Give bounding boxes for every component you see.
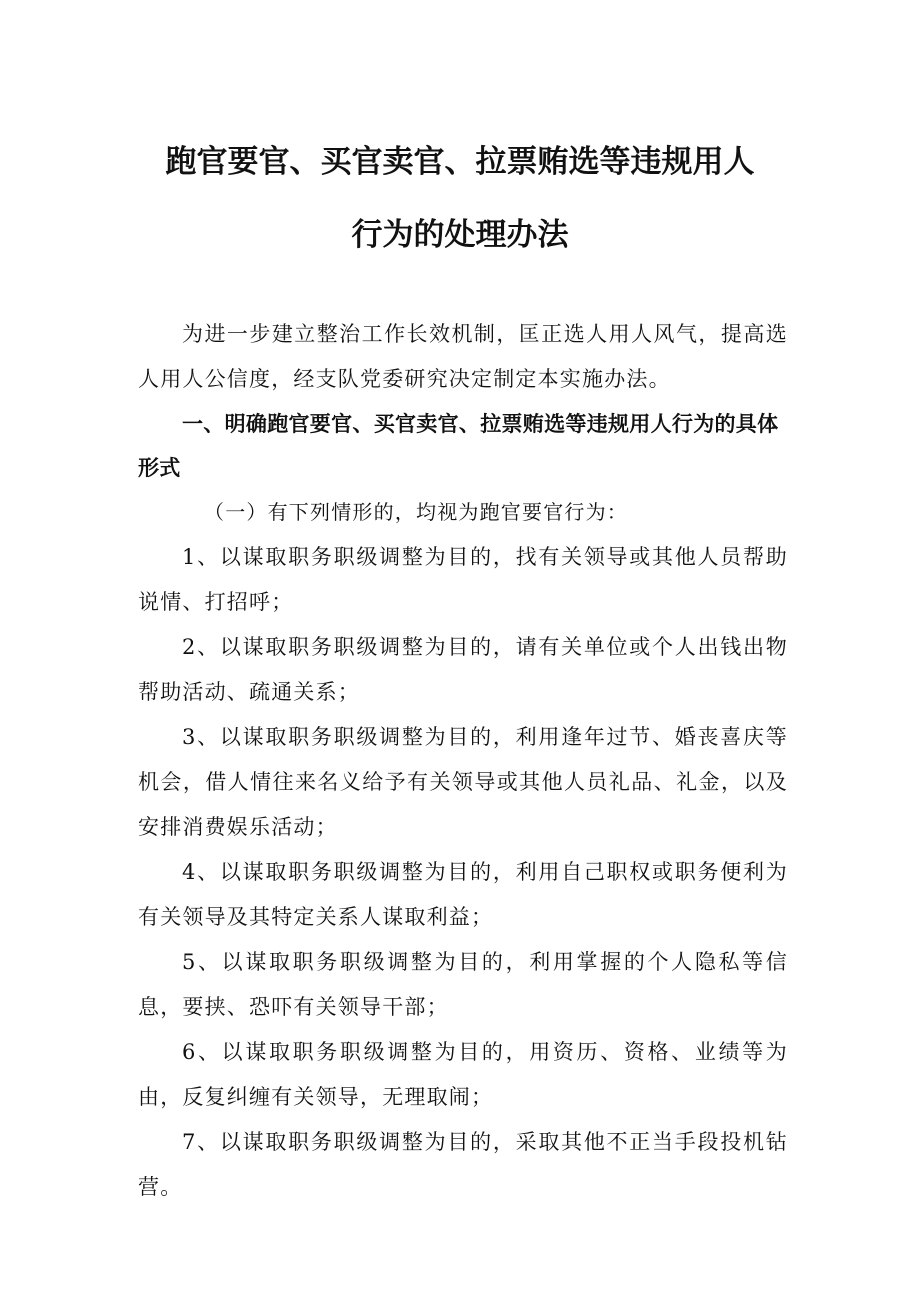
list-item: 7、以谋取职务职级调整为目的，采取其他不正当手段投机钻营。 — [138, 1130, 788, 1199]
list-item: 1、以谋取职务职级调整为目的，找有关领导或其他人员帮助说情、打招呼； — [138, 545, 788, 614]
list-item: 3、以谋取职务职级调整为目的，利用逢年过节、婚丧喜庆等机会，借人情往来名义给予有关领导或其他人员礼品、礼金，以及安排消费娱乐活动； — [138, 725, 788, 839]
subsection-heading: （一）有下列情形的，均视为跑官要官行为： — [204, 500, 628, 524]
list-item: 2、以谋取职务职级调整为目的，请有关单位或个人出钱出物帮助活动、疏通关系； — [138, 635, 788, 704]
document-title-line-1: 跑官要官、买官卖官、拉票贿选等违规用人 — [165, 144, 755, 180]
intro-paragraph: 为进一步建立整治工作长效机制，匡正选人用人风气，提高选人用人公信度，经支队党委研究决定制定本实施办法。 — [138, 322, 788, 391]
list-item: 4、以谋取职务职级调整为目的，利用自己职权或职务便利为有关领导及其特定关系人谋取利益； — [138, 860, 788, 929]
list-item: 5、以谋取职务职级调整为目的，利用掌握的个人隐私等信息，要挟、恐吓有关领导干部； — [138, 950, 788, 1019]
document-body — [138, 312, 788, 1210]
section-heading: 一、明确跑官要官、买官卖官、拉票贿选等违规用人行为的具体形式 — [138, 412, 779, 480]
document-title-line-2: 行为的处理办法 — [351, 217, 569, 253]
list-item: 6、以谋取职务职级调整为目的，用资历、资格、业绩等为由，反复纠缠有关领导，无理取闹； — [138, 1040, 788, 1109]
